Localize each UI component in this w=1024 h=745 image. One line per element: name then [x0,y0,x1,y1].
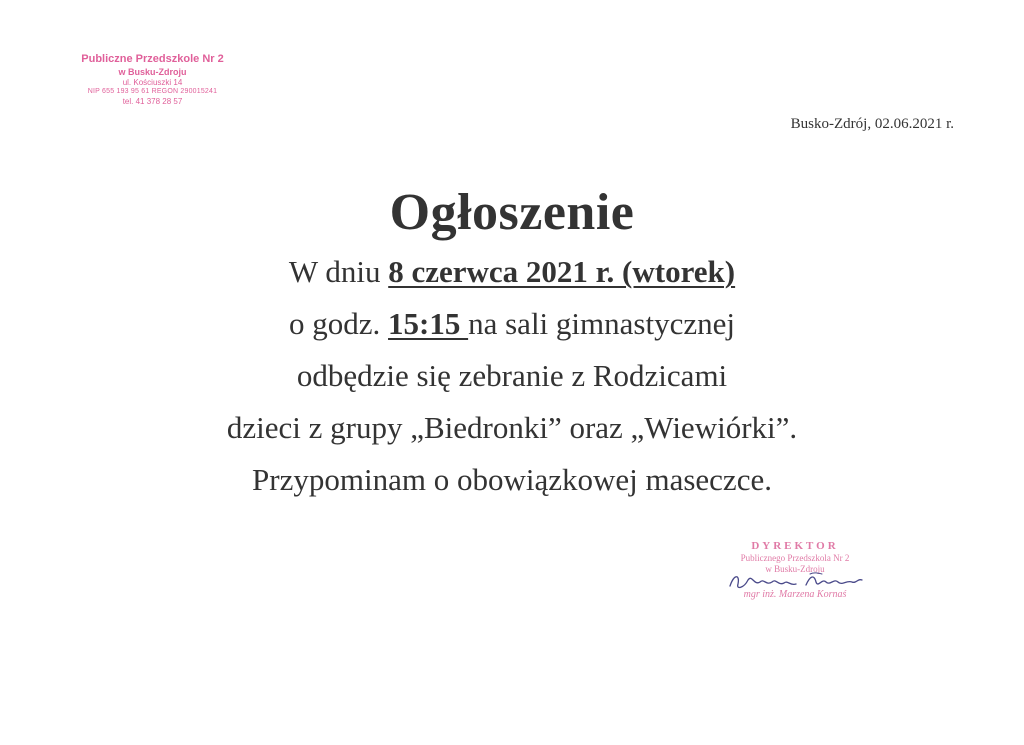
time-prefix: o godz. [289,306,389,341]
school-header-stamp [60,53,245,107]
stamp-school-ids: NIP 655 193 95 61 REGON 290015241 [87,88,218,95]
document-date: Busko-Zdrój, 02.06.2021 r. [790,116,954,132]
date-prefix: W dniu [288,254,389,289]
stamp-school-phone: tel. 41 378 28 57 [122,96,183,106]
stamp-school-name: Publiczne Przedszkole Nr 2 [81,53,224,65]
announcement-body [0,180,1024,506]
director-title: DYREKTOR [751,540,839,552]
director-city: w Busku-Zdroju [765,563,825,574]
director-name: mgr inż. Marzena Kornaś [743,588,847,600]
meeting-date: 8 czerwca 2021 r. (wtorek) [388,254,736,289]
announcement-line-groups: dzieci z grupy „Biedronki” oraz „Wiewiórki”. [226,410,798,445]
director-institution: Publicznego Przedszkola Nr 2 [740,553,850,564]
announcement-line-date [0,246,1024,298]
handwritten-signature [726,568,866,594]
announcement-line-mask: Przypominam o obowiązkowej maseczce. [252,462,772,497]
announcement-line-time [0,298,1024,350]
meeting-place: na sali gimnastycznej [468,306,735,341]
announcement-line-meeting: odbędzie się zebranie z Rodzicami [296,358,728,393]
stamp-school-city: w Busku-Zdroju [118,66,187,77]
stamp-school-street: ul. Kościuszki 14 [122,78,183,87]
meeting-time: 15:15 [388,306,469,341]
announcement-title: Ogłoszenie [389,184,635,241]
